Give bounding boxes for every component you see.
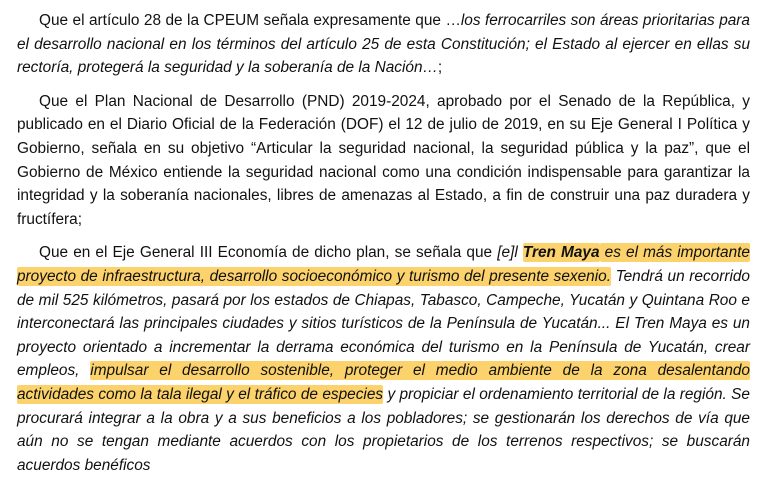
paragraph-articulo-28 (17, 9, 750, 80)
quoted-text-run: Tendrá un recorrido de mil 525 kilómetros, pasará por los estados de Chiapas, Tabasco, Campeche, Yucatán y Quintana Roo e interconectará las principales ciudades y sitios turísticos de la Península de Yucatán... El Tren Maya es un proyecto orientado a incrementar la derrama económica del turismo en la Península de Yucatán, crear empleos, (17, 267, 750, 380)
highlighted-text-run: impulsar el desarrollo sostenible, proteger el medio ambiente de la zona desalentando actividades como la tala ilegal y el tráfico de especies (17, 362, 750, 403)
text-run: Que el artículo 28 de la CPEUM señala expresamente que … (39, 12, 461, 29)
paragraph-pnd (17, 90, 750, 232)
quoted-text-run: y propiciar el ordenamiento territorial de la región. Se procurará integrar a la obra y a sus beneficios a los pobladores; se gestionarán los derechos de vía que aún no se tengan mediante acuerdos con los propietarios de los terrenos respectivos; se buscarán acuerdos benéficos (17, 385, 750, 474)
text-run: Que en el Eje General III Economía de dicho plan, se señala que (39, 244, 498, 262)
quoted-text-run: [e]l (497, 244, 523, 262)
quoted-text-run: los ferrocarriles son áreas prioritarias para el desarrollo nacional en los términos del artículo 25 de esta Constitución; el Estado al ejercer en ellas su rectoría, protegerá la seguridad y la soberanía de la Nación… (17, 12, 750, 77)
paragraph-eje-general-iii (17, 241, 750, 477)
highlighted-text-run: Tren Maya (522, 244, 600, 262)
document-body (17, 9, 750, 477)
highlighted-text-run: es el más importante proyecto de infraestructura, desarrollo socioeconómico y turismo del presente sexenio. (17, 244, 750, 285)
text-run: Que el Plan Nacional de Desarrollo (PND) 2019-2024, aprobado por el Senado de la República, y publicado en el Diario Oficial de la Federación (DOF) el 12 de julio de 2019, en su Eje General I Política y Gobierno, señala en su objetivo “Articular la seguridad nacional, la seguridad pública y la paz”, que el Gobierno de México entiende la seguridad nacional como una condición indispensable para garantizar la integridad y la soberanía nacionales, libres de amenazas al Estado, a fin de construir una paz duradera y fructífera; (17, 92, 750, 228)
text-run: ; (437, 59, 443, 77)
